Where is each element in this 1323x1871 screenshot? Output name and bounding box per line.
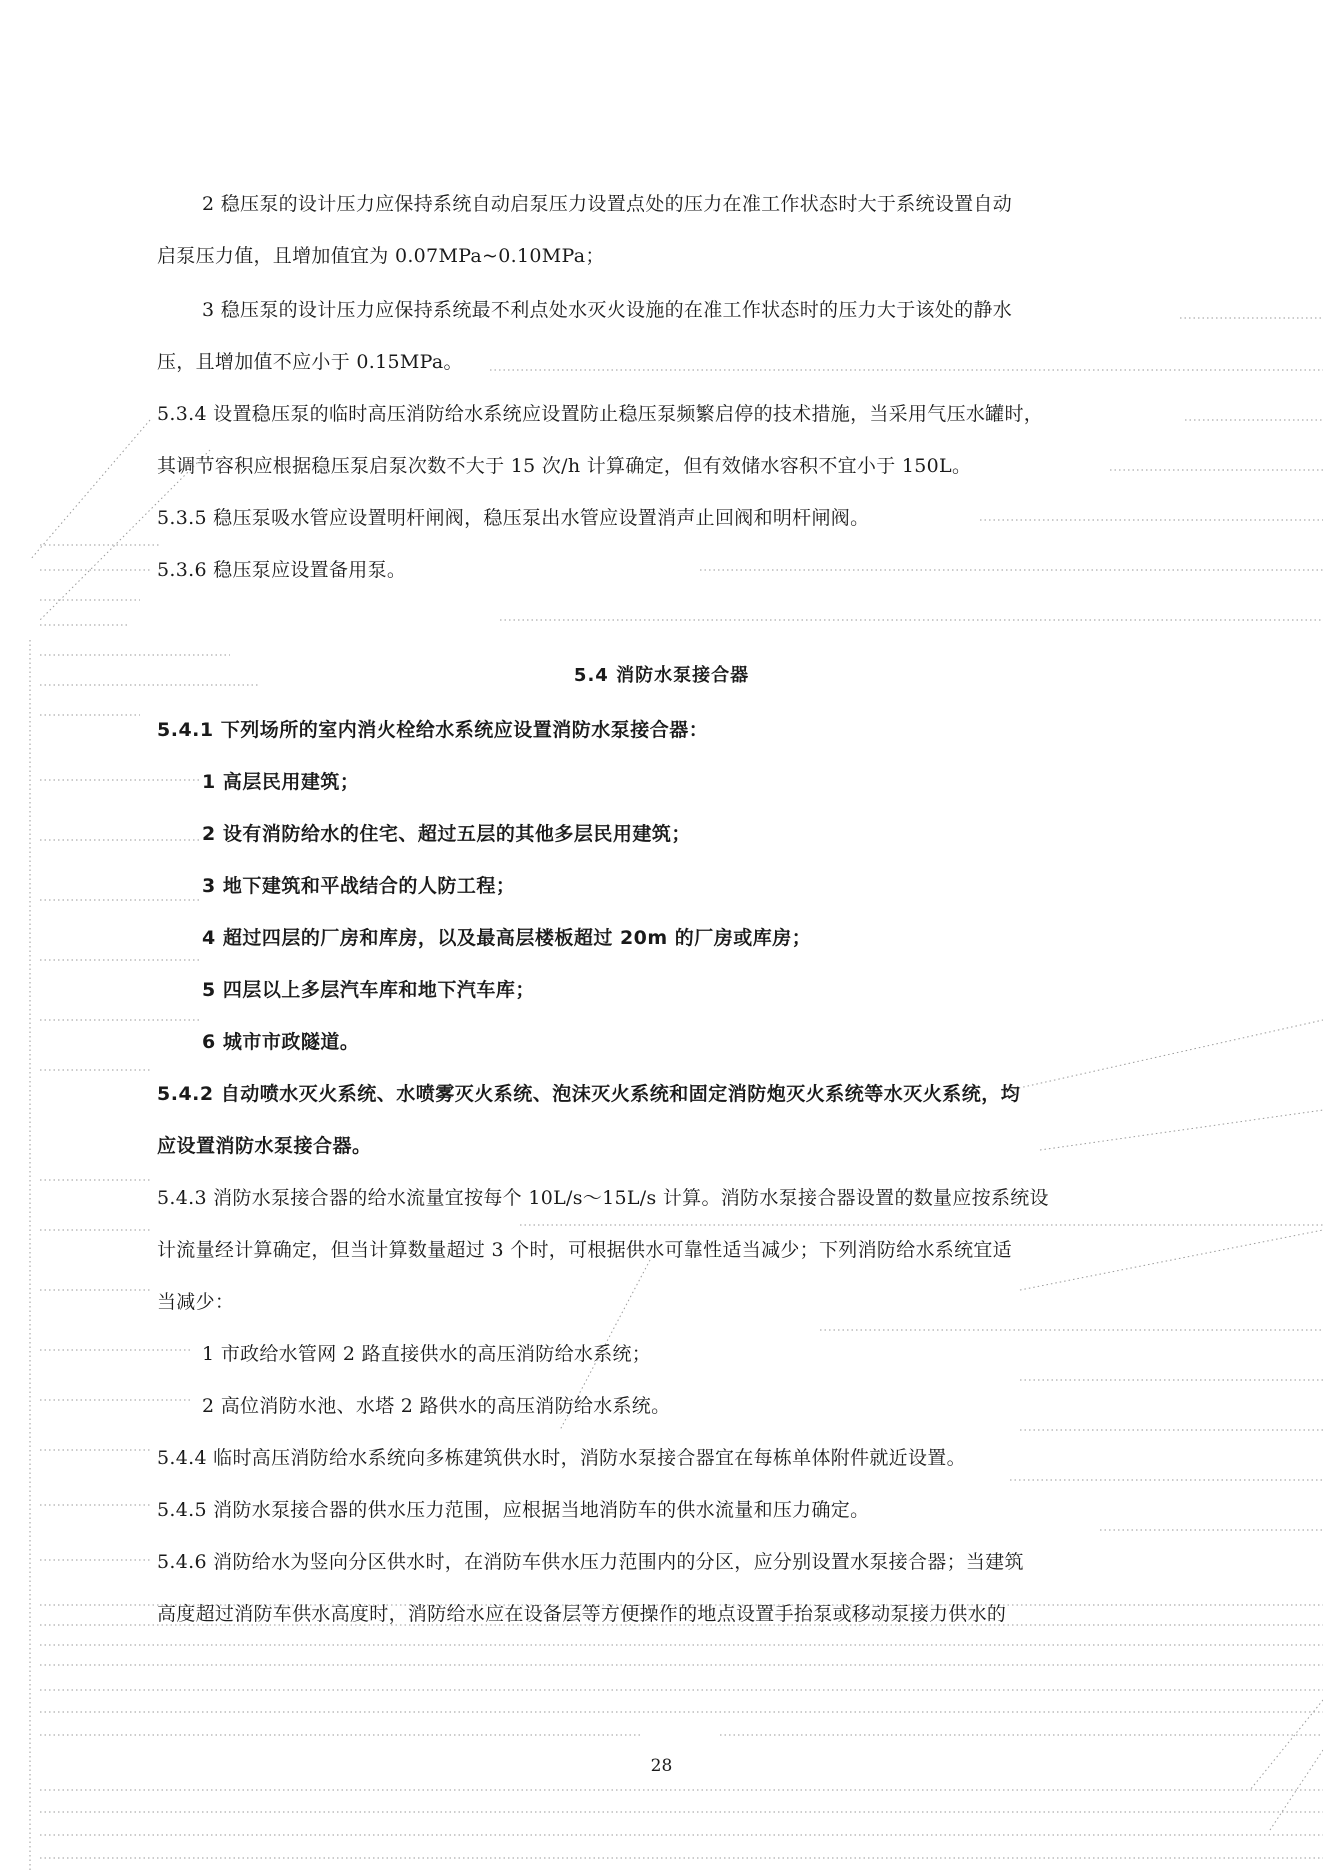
text-line: 高度超过消防车供水高度时，消防给水应在设备层等方便操作的地点设置手抬泵或移动泵接力供水的 — [157, 1603, 1007, 1625]
clause-5-4-6: 5.4.6 消防给水为竖向分区供水时，在消防车供水压力范围内的分区，应分别设置水泵接合器；当建筑 — [157, 1551, 1024, 1573]
text-line: 其调节容积应根据稳压泵启泵次数不大于 15 次/h 计算确定，但有效储水容积不宜小于 150L。 — [157, 455, 972, 477]
list-item: 5 四层以上多层汽车库和地下汽车库； — [202, 979, 535, 1001]
clause-5-4-1: 5.4.1 下列场所的室内消火栓给水系统应设置消防水泵接合器： — [157, 719, 709, 741]
list-item: 2 设有消防给水的住宅、超过五层的其他多层民用建筑； — [202, 823, 691, 845]
clause-5-3-5: 5.3.5 稳压泵吸水管应设置明杆闸阀，稳压泵出水管应设置消声止回阀和明杆闸阀。 — [157, 507, 870, 529]
clause-5-4-4: 5.4.4 临时高压消防给水系统向多栋建筑供水时，消防水泵接合器宜在每栋单体附件就近设置。 — [157, 1447, 966, 1469]
text-line: 计流量经计算确定，但当计算数量超过 3 个时，可根据供水可靠性适当减少；下列消防给水系统宜适 — [157, 1239, 1012, 1261]
clause-5-3-6: 5.3.6 稳压泵应设置备用泵。 — [157, 559, 407, 581]
section-heading: 5.4 消防水泵接合器 — [573, 665, 750, 686]
list-item: 4 超过四层的厂房和库房，以及最高层楼板超过 20m 的厂房或库房； — [202, 927, 812, 949]
list-item: 6 城市市政隧道。 — [202, 1031, 360, 1053]
list-item: 1 高层民用建筑； — [202, 771, 360, 793]
text-line: 3 稳压泵的设计压力应保持系统最不利点处水灭火设施的在准工作状态时的压力大于该处的静水 — [202, 299, 1013, 321]
text-line: 启泵压力值，且增加值宜为 0.07MPa~0.10MPa； — [157, 245, 605, 267]
text-line: 2 稳压泵的设计压力应保持系统自动启泵压力设置点处的压力在准工作状态时大于系统设置自动 — [202, 193, 1013, 215]
list-item: 3 地下建筑和平战结合的人防工程； — [202, 875, 516, 897]
text-line: 应设置消防水泵接合器。 — [157, 1135, 372, 1157]
page-number: 28 — [650, 1756, 673, 1776]
clause-5-4-2: 5.4.2 自动喷水灭火系统、水喷雾灭火系统、泡沫灭火系统和固定消防炮灭火系统等水灭火系统，均 — [157, 1083, 1021, 1105]
list-item: 1 市政给水管网 2 路直接供水的高压消防给水系统； — [202, 1343, 652, 1365]
clause-5-3-4: 5.3.4 设置稳压泵的临时高压消防给水系统应设置防止稳压泵频繁启停的技术措施，当采用气压水罐时， — [157, 403, 1044, 425]
text-line: 当减少： — [157, 1291, 235, 1313]
clause-5-4-3: 5.4.3 消防水泵接合器的给水流量宜按每个 10L/s～15L/s 计算。消防水泵接合器设置的数量应按系统设 — [157, 1187, 1049, 1209]
text-line: 压，且增加值不应小于 0.15MPa。 — [157, 351, 463, 373]
clause-5-4-5: 5.4.5 消防水泵接合器的供水压力范围，应根据当地消防车的供水流量和压力确定。 — [157, 1499, 870, 1521]
list-item: 2 高位消防水池、水塔 2 路供水的高压消防给水系统。 — [202, 1395, 671, 1417]
